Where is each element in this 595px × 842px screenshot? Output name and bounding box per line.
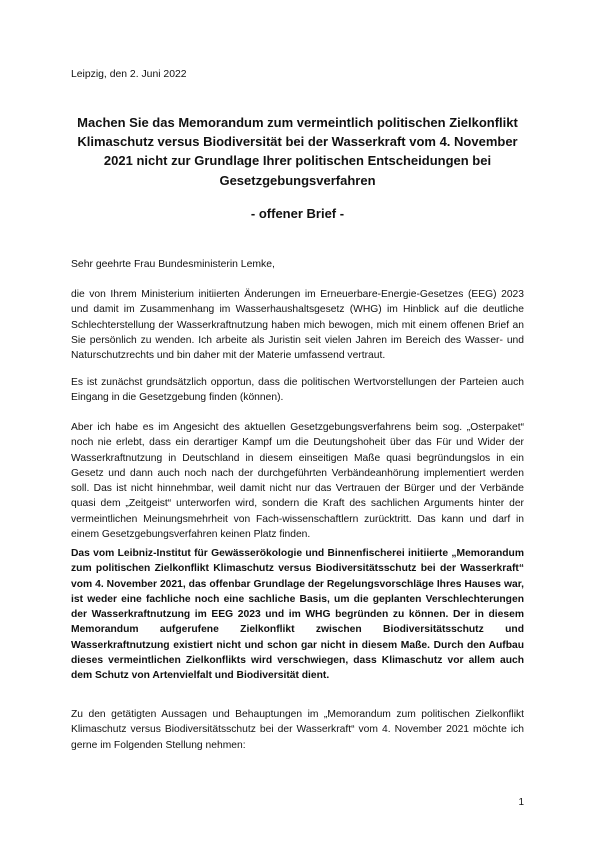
salutation: Sehr geehrte Frau Bundesministerin Lemke,: [71, 259, 275, 270]
paragraph-2: Es ist zunächst grundsätzlich opportun, dass die politischen Wertvorstellungen der Parteien auch Eingang in die Gesetzgebung finden (können).: [71, 377, 524, 404]
letter-title: Machen Sie das Memorandum zum vermeintlich politischen Zielkonflikt Klimaschutz versus Biodiversität bei der Wasserkraft vom 4. November 2021 nicht zur Grundlage Ihrer politischen Entscheidungen bei Gesetzgebungsverfahren: [77, 115, 518, 188]
letter-subtitle: - offener Brief -: [250, 206, 345, 221]
paragraph-1: die von Ihrem Ministerium initiierten Änderungen im Erneuerbare-Energie-Gesetzes (EEG) 2023 und damit im Zusammenhang im Wasserhaushaltsgesetz (WHG) im Hinblick auf die deutliche Schlechterstellung der Wasserkraftnutzung haben mich bewogen, mich mit einem offenen Brief an Sie persönlich zu wenden. Ich arbeite als Juristin seit vielen Jahren im Bereich des Wasser- und Naturschutzrechts und bin daher mit der Materie umfassend vertraut.: [71, 289, 524, 362]
page-number: 1: [518, 797, 524, 808]
paragraph-5: Zu den getätigten Aussagen und Behauptungen im „Memorandum zum politischen Zielkonflikt Klimaschutz versus Biodiversitätsschutz bei der Wasserkraft“ vom 4. November 2021 möchte ich gerne im Folgenden Stellung nehmen:: [71, 709, 524, 751]
paragraph-4-bold: Das vom Leibniz-Institut für Gewässerökologie und Binnenfischerei initiierte „Memorandum zum politischen Zielkonflikt Klimaschutz versus Biodiversitätsschutz bei der Wasserkraft“ vom 4. November 2021, das offenbar Grundlage der Regelungsvorschläge Ihres Hauses war, ist weder eine fachliche noch eine sachliche Basis, um die geplanten Verschlechterungen der Wasserkraftnutzung im EEG 2023 und im WHG begründen zu können. Der in diesem Memorandum aufgerufene Zielkonflikt zwischen Biodiversitätsschutz und Wasserkraftnutzung existiert nicht und schon gar nicht in diesem Maße. Durch den Aufbau dieses vermeintlichen Zielkonflikts wird verschwiegen, dass Klimaschutz vor allem auch dem Schutz von Artenvielfalt und Biodiversität dient.: [71, 548, 524, 682]
date-line: Leipzig, den 2. Juni 2022: [71, 69, 187, 80]
paragraph-3: Aber ich habe es im Angesicht des aktuellen Gesetzgebungsverfahrens beim sog. „Osterpaket“ noch nie erlebt, dass ein derartiger Kampf um die Deutungshoheit über das Für und Wider der Wasserkraftnutzung in Deutschland in diesem einseitigen Maße quasi begründungslos in ein Gesetz und dann auch noch nach der durchgeführten Verbändeanhörung implementiert werden soll. Das ist nicht hinnehmbar, weil damit nicht nur das Vertrauen der Bürger und der Verbände quasi dem „Zeitgeist“ unterworfen wird, sondern die Kraft des sachlichen Arguments hinter der vermeintlichen Meinungsmehrheit von Fach-wissenschaftlern zurücktritt. Das kann und darf in einem Gesetzgebungsverfahren keinen Platz finden.: [71, 422, 524, 541]
